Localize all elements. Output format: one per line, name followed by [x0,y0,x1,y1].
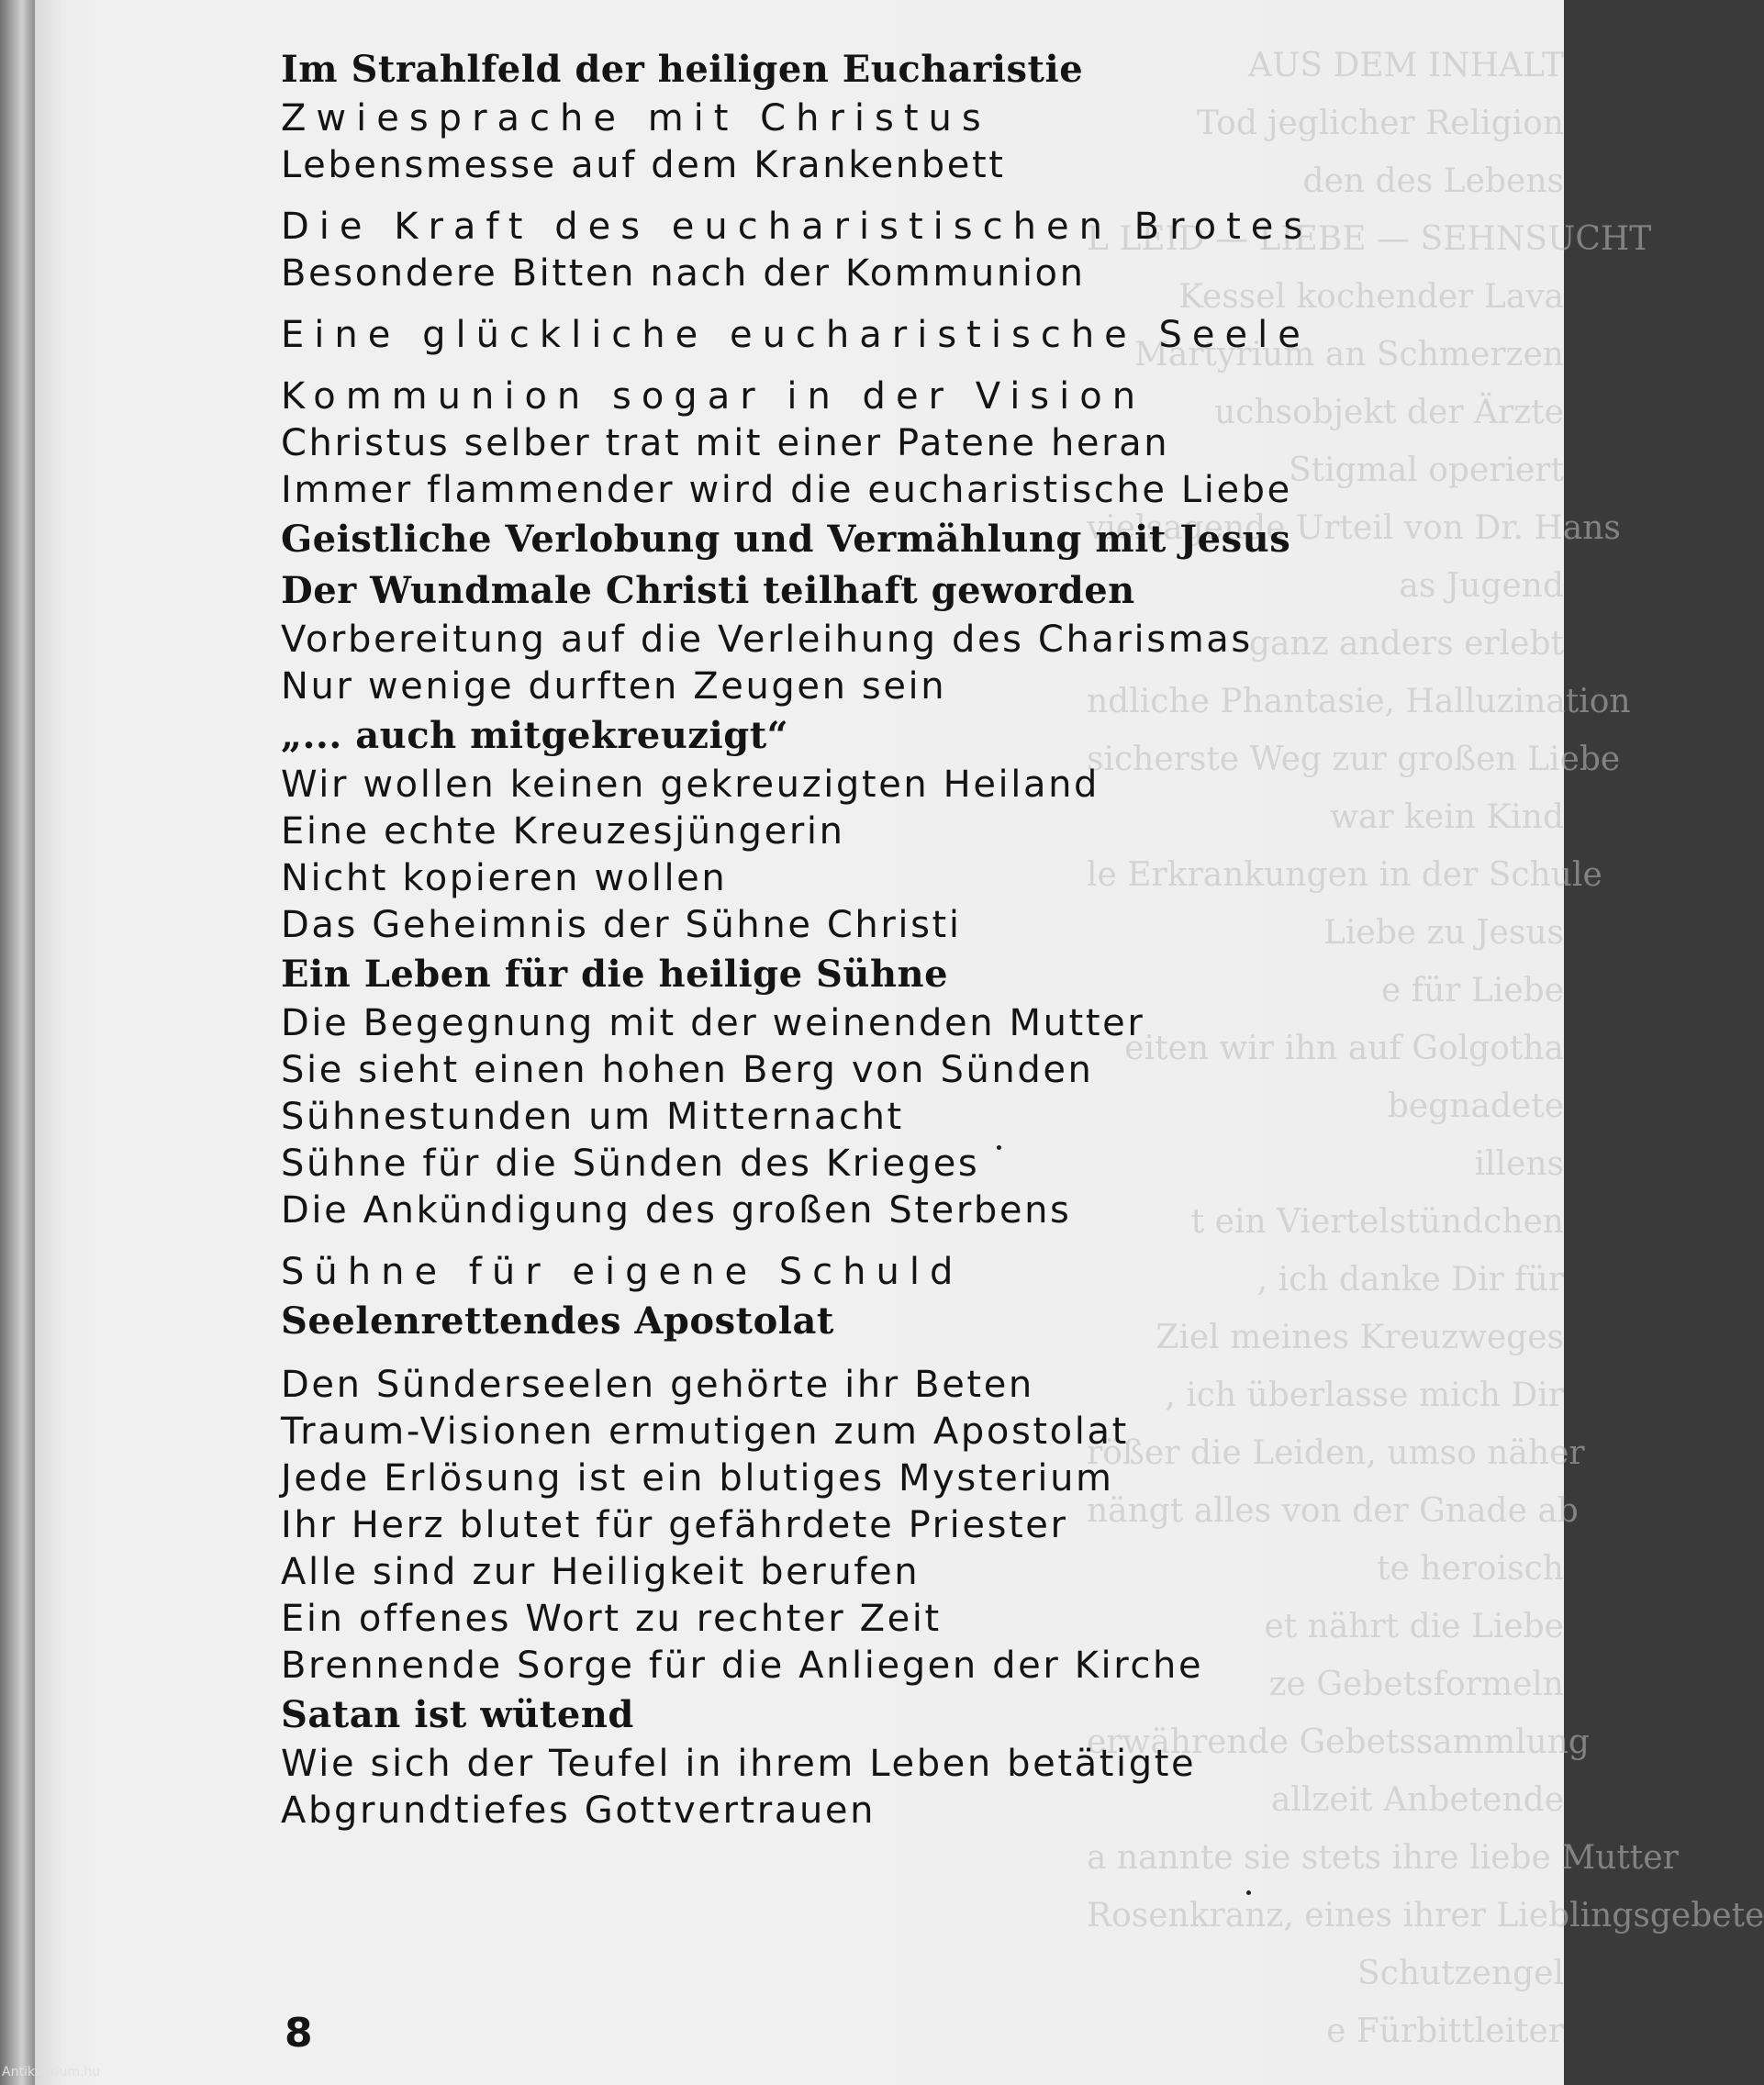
toc-entry: Wie sich der Teufel in ihrem Leben betätigte [281,1743,1197,1785]
toc-entry: Sühne für eigene Schuld [281,1251,964,1293]
toc-entry: Eine echte Kreuzesjüngerin [281,810,845,853]
section-heading: „... auch mitgekreuzigt“ [281,714,789,757]
toc-entry: Lebensmesse auf dem Krankenbett [281,144,1006,186]
spacer [281,1347,1483,1362]
toc-entry: Traum-Visionen ermutigen zum Apostolat [281,1410,1129,1453]
toc-entry: Die Ankündigung des großen Sterbens [281,1189,1072,1232]
print-speck [997,1145,1001,1150]
toc-entry: Jede Erlösung ist ein blutiges Mysterium [281,1457,1114,1500]
page-number: 8 [285,2010,313,2057]
toc-entry: Abgrundtiefes Gottvertrauen [281,1790,876,1832]
section-heading: Satan ist wütend [281,1693,634,1736]
section-heading: Ein Leben für die heilige Sühne [281,953,949,996]
watermark: Antikvarium.hu [2,2065,101,2079]
print-speck [1246,1890,1251,1895]
toc-entry: Immer flammender wird die eucharistische Liebe [281,469,1292,511]
toc-entry: Sühnestunden um Mitternacht [281,1096,904,1138]
toc-entry: Ihr Herz blutet für gefährdete Priester [281,1504,1068,1546]
toc-entry: Sie sieht einen hohen Berg von Sünden [281,1049,1094,1091]
toc-entry: Wir wollen keinen gekreuzigten Heiland [281,764,1100,806]
spacer [281,359,1483,374]
toc-entry: Den Sünderseelen gehörte ihr Beten [281,1364,1034,1406]
section-heading: Der Wundmale Christi teilhaft geworden [281,569,1135,612]
section-heading: Seelenrettendes Apostolat [281,1299,834,1343]
toc-entry: Ein offenes Wort zu rechter Zeit [281,1598,942,1640]
spacer [281,189,1483,204]
bleed-through-text: AUS DEM INHALT Tod jeglicher Religion den des Lebens L LEID — LIEBE — SEHNSUCHT Kessel kochender Lava Martyrium an Schmerzen uchsobjekt der Ärzte Stigmal operiert vielsagende Urteil von Dr. Hans as Jugend ganz anders erlebt ndliche Phantasie, Halluzination sicherste Weg zur großen Liebe war kein Kind le Erkrankungen in der Schule Liebe zu Jesus e für Liebe eiten wir ihn auf Golgotha begnadete illens t ein Viertelstündchen , ich danke Dir für Ziel meines Kreuzweges , ich überlasse mich Dir rößer die Leiden, umso näher nängt alles von der Gnade ab te heroisch et nährt die Liebe ze Gebetsformeln erwährende Gebetssammlung allzeit Anbetende a nannte sie stets ihre liebe Mutter Rosenkranz, eines ihrer Lieblingsgebete Schutzengel e Fürbittleiter [1087,47,1764,2050]
toc-entry: Vorbereitung auf die Verleihung des Charismas [281,619,1253,661]
toc-entry: Sühne für die Sünden des Krieges [281,1143,980,1185]
toc-entry: Die Kraft des eucharistischen Brotes [281,206,1313,248]
book-page [35,0,1764,2085]
toc-entry: Besondere Bitten nach der Kommunion [281,252,1086,295]
toc-entry: Nicht kopieren wollen [281,857,728,899]
toc-entry: Alle sind zur Heiligkeit berufen [281,1551,921,1593]
toc-entry: Zwiesprache mit Christus [281,97,991,139]
spacer [281,297,1483,312]
spacer [281,1234,1483,1249]
toc-entry: Nur wenige durften Zeugen sein [281,665,947,708]
section-heading: Im Strahlfeld der heiligen Eucharistie [281,48,1084,91]
section-heading: Geistliche Verlobung und Vermählung mit Jesus [281,518,1291,561]
toc-entry: Brennende Sorge für die Anliegen der Kirche [281,1645,1204,1687]
toc-entry: Das Geheimnis der Sühne Christi [281,904,962,946]
book-spine-shadow [0,0,35,2085]
toc-entry: Christus selber trat mit einer Patene heran [281,422,1170,464]
toc-entry: Eine glückliche eucharistische Seele [281,314,1311,356]
table-of-contents [281,44,1483,1834]
toc-entry: Kommunion sogar in der Vision [281,375,1146,418]
toc-entry: Die Begegnung mit der weinenden Mutter [281,1002,1145,1044]
